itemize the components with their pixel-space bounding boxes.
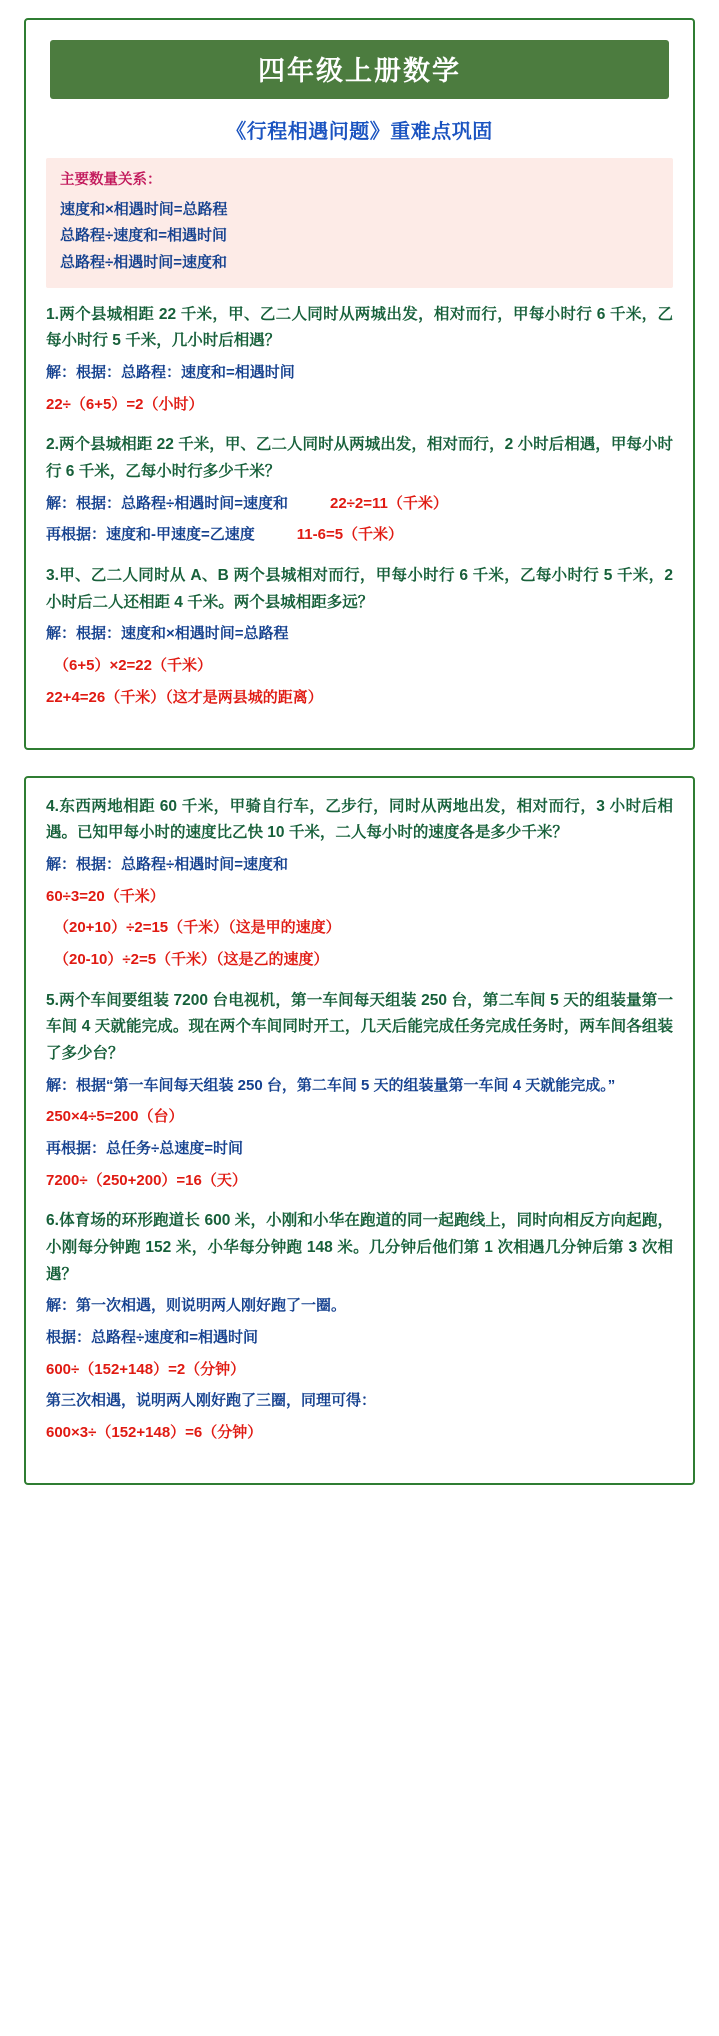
key-relations-heading: 主要数量关系：	[60, 172, 162, 188]
card-section-one	[24, 18, 695, 750]
problem-question	[46, 794, 673, 847]
solution-line: 60÷3=20（千米）	[46, 887, 165, 905]
card-section-two	[24, 776, 695, 1485]
problem-item	[46, 988, 673, 1195]
problem-item	[46, 432, 673, 549]
problem-item	[46, 563, 673, 711]
solution-line: 解：根据：总路程：速度和=相遇时间	[46, 364, 295, 382]
solution-line: 解：根据：总路程÷相遇时间=速度和	[46, 855, 288, 873]
problem-question	[46, 432, 673, 485]
problem-item	[46, 1208, 673, 1446]
problem-item	[46, 302, 673, 419]
solution-line: （20+10）÷2=15（千米）（这是甲的速度）	[54, 919, 341, 937]
problem-item	[46, 794, 673, 974]
problem-text: 甲、乙二人同时从 A、B 两个县城相对而行，甲每小时行 6 千米，乙每小时行 5 千米，2 小时后二人还相距 4 千米。两个县城相距多远？	[46, 567, 673, 611]
solution-line: 22+4=26（千米）（这才是两县城的距离）	[46, 688, 323, 706]
solution-line: 600÷（152+148）=2（分钟）	[46, 1360, 246, 1378]
solution-result: 11-6=5（千米）	[296, 526, 404, 544]
key-relation-line: 总路程÷相遇时间=速度和	[60, 253, 227, 271]
solution-line: （20-10）÷2=5（千米）（这是乙的速度）	[54, 950, 329, 968]
solution-line: 7200÷（250+200）=16（天）	[46, 1171, 247, 1189]
problem-text: 东西两地相距 60 千米，甲骑自行车，乙步行，同时从两地出发，相对而行，3 小时后相遇。已知甲每小时的速度比乙快 10 千米，二人每小时的速度各是多少千米？	[46, 797, 673, 842]
solution-line: 第三次相遇，说明两人刚好跑了三圈，同理可得：	[46, 1392, 377, 1410]
page-title: 四年级上册数学	[258, 56, 461, 87]
problem-text: 体育场的环形跑道长 600 米，小刚和小华在跑道的同一起跑线上，同时向相反方向起跑，小刚每分钟跑 152 米，小华每分钟跑 148 米。几分钟后他们第 1 次相遇几分钟后第 3 次相遇？	[46, 1212, 673, 1283]
problem-question	[46, 988, 673, 1068]
problem-number: 2.	[46, 436, 59, 454]
title-banner	[50, 40, 669, 99]
problem-question	[46, 1208, 673, 1288]
problem-text: 两个县城相距 22 千米，甲、乙二人同时从两城出发，相对而行，甲每小时行 6 千米，乙每小时行 5 千米，几小时后相遇？	[46, 305, 673, 350]
problem-number: 5.	[46, 991, 59, 1009]
problem-question	[46, 302, 673, 355]
solution-line: 解：根据：速度和×相遇时间=总路程	[46, 625, 289, 643]
solution-line: 再根据：总任务÷总速度=时间	[46, 1139, 243, 1157]
problem-question	[46, 563, 673, 616]
problem-number: 6.	[46, 1212, 59, 1230]
problem-number: 3.	[46, 567, 59, 585]
solution-line: 解：根据“第一车间每天组装 250 台，第二车间 5 天的组装量第一车间 4 天就能完成。”	[46, 1076, 616, 1094]
solution-text: 解：根据：总路程÷相遇时间=速度和	[46, 494, 288, 512]
page-subtitle: 《行程相遇问题》重难点巩固	[226, 121, 493, 143]
solution-line: 22÷（6+5）=2（小时）	[46, 395, 204, 413]
solution-line: （6+5）×2=22（千米）	[54, 657, 212, 675]
problem-number: 4.	[46, 797, 59, 815]
solution-line: 根据：总路程÷速度和=相遇时间	[46, 1328, 258, 1346]
problem-text: 两个车间要组装 7200 台电视机，第一车间每天组装 250 台，第二车间 5 天的组装量第一车间 4 天就能完成。现在两个车间同时开工，几天后能完成任务完成任务时，两车间各组装了多少台？	[46, 991, 673, 1062]
problem-text: 两个县城相距 22 千米，甲、乙二人同时从两城出发，相对而行，2 小时后相遇，甲每小时行 6 千米，乙每小时行多少千米？	[46, 436, 673, 481]
solution-line: 解：第一次相遇，则说明两人刚好跑了一圈。	[46, 1297, 347, 1315]
key-relation-line: 总路程÷速度和=相遇时间	[60, 227, 227, 245]
solution-line: 250×4÷5=200（台）	[46, 1108, 184, 1126]
solution-result: 22÷2=11（千米）	[330, 494, 448, 512]
key-relations-box	[46, 158, 673, 288]
problem-number: 1.	[46, 305, 59, 323]
solution-text: 再根据：速度和-甲速度=乙速度	[46, 526, 255, 544]
solution-line	[46, 491, 673, 518]
solution-line: 600×3÷（152+148）=6（分钟）	[46, 1424, 263, 1441]
solution-line	[46, 522, 673, 549]
key-relation-line: 速度和×相遇时间=总路程	[60, 201, 228, 218]
